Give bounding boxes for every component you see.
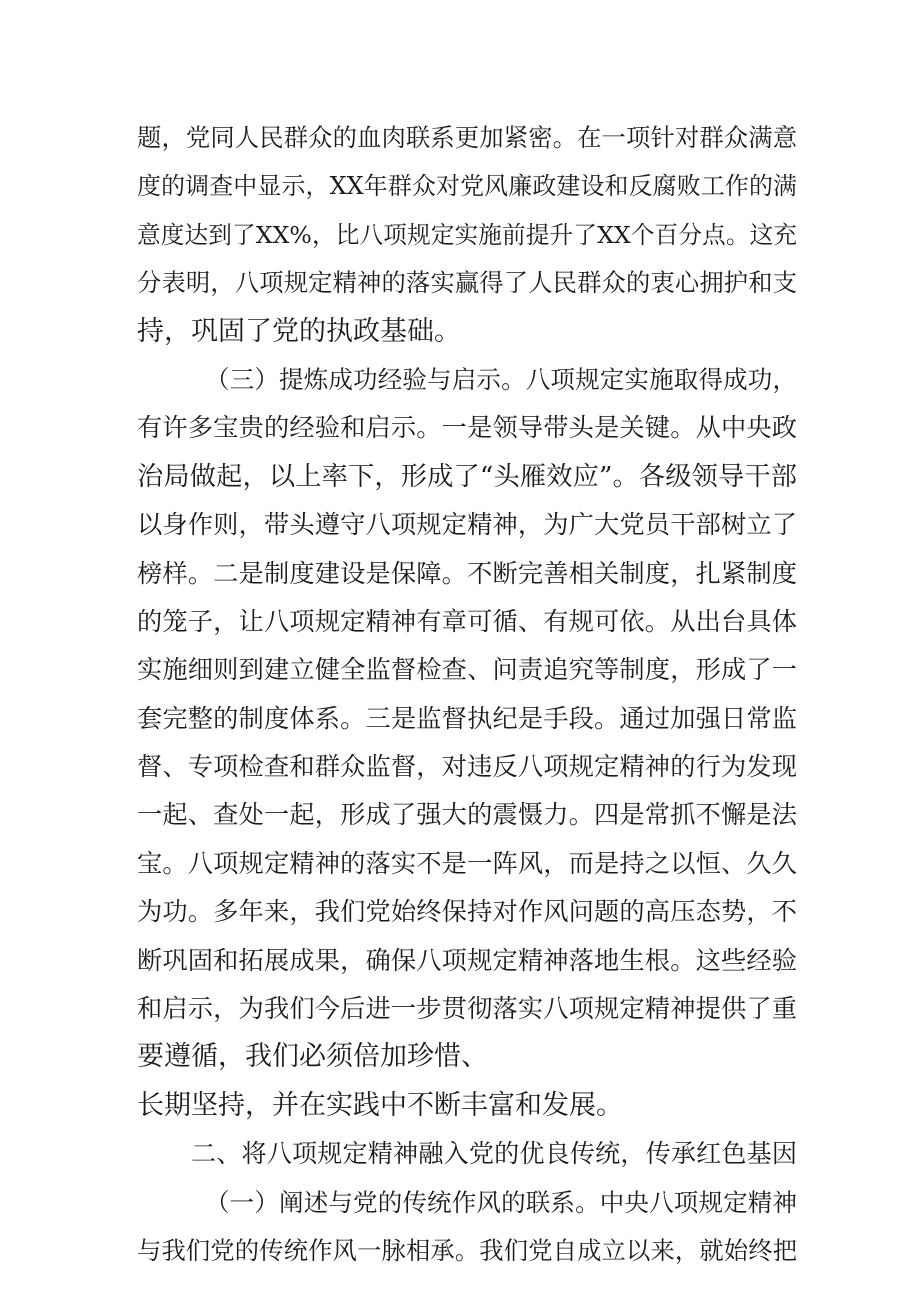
paragraph-line: 一起、查处一起，形成了强大的震慑力。四是常抓不懈是法 <box>137 800 797 830</box>
paragraph-line: 长期坚持，并在实践中不断丰富和发展。 <box>137 1089 623 1121</box>
paragraph-line: 分表明，八项规定精神的落实赢得了人民群众的衷心拥护和支 <box>137 268 797 298</box>
paragraph-line: 意度达到了XX%，比八项规定实施前提升了XX个百分点。这充 <box>137 220 797 249</box>
paragraph-line: 要遵循，我们必须倍加珍惜、 <box>137 1041 488 1073</box>
section-heading-line: （一）阐述与党的传统作风的联系。中央八项规定精神 <box>205 1187 797 1217</box>
document-body <box>137 114 797 1275</box>
paragraph-line: 断巩固和拓展成果，确保八项规定精神落地生根。这些经验 <box>137 945 797 975</box>
paragraph-line: 宝。八项规定精神的落实不是一阵风，而是持之以恒、久久 <box>137 848 797 878</box>
section-heading-line: （三）提炼成功经验与启示。八项规定实施取得成功， <box>205 364 797 394</box>
paragraph-line: 为功。多年来，我们党始终保持对作风问题的高压态势，不 <box>137 897 797 927</box>
paragraph-line: 的笼子，让八项规定精神有章可循、有规可依。从出台具体 <box>137 606 797 636</box>
paragraph-line: 与我们党的传统作风一脉相承。我们党自成立以来，就始终把 <box>137 1235 797 1265</box>
paragraph-line: 榜样。二是制度建设是保障。不断完善相关制度，扎紧制度 <box>137 558 797 588</box>
paragraph-line: 有许多宝贵的经验和启示。一是领导带头是关键。从中央政 <box>137 413 797 443</box>
chapter-heading-line: 二、将八项规定精神融入党的优良传统，传承红色基因 <box>191 1139 797 1169</box>
paragraph-line: 套完整的制度体系。三是监督执纪是手段。通过加强日常监 <box>137 703 797 733</box>
paragraph-line: 题，党同人民群众的血肉联系更加紧密。在一项针对群众满意 <box>137 123 797 152</box>
paragraph-line: 治局做起，以上率下，形成了“头雁效应”。各级领导干部 <box>137 461 797 492</box>
paragraph-line: 实施细则到建立健全监督检查、问责追究等制度，形成了一 <box>137 655 797 685</box>
paragraph-line: 持，巩固了党的执政基础。 <box>137 315 461 347</box>
paragraph-line: 度的调查中显示，XX年群众对党风廉政建设和反腐败工作的满 <box>137 172 797 201</box>
paragraph-line: 督、专项检查和群众监督，对违反八项规定精神的行为发现 <box>137 752 797 782</box>
paragraph-line: 以身作则，带头遵守八项规定精神，为广大党员干部树立了 <box>137 510 797 540</box>
paragraph-line: 和启示，为我们今后进一步贯彻落实八项规定精神提供了重 <box>137 994 797 1024</box>
